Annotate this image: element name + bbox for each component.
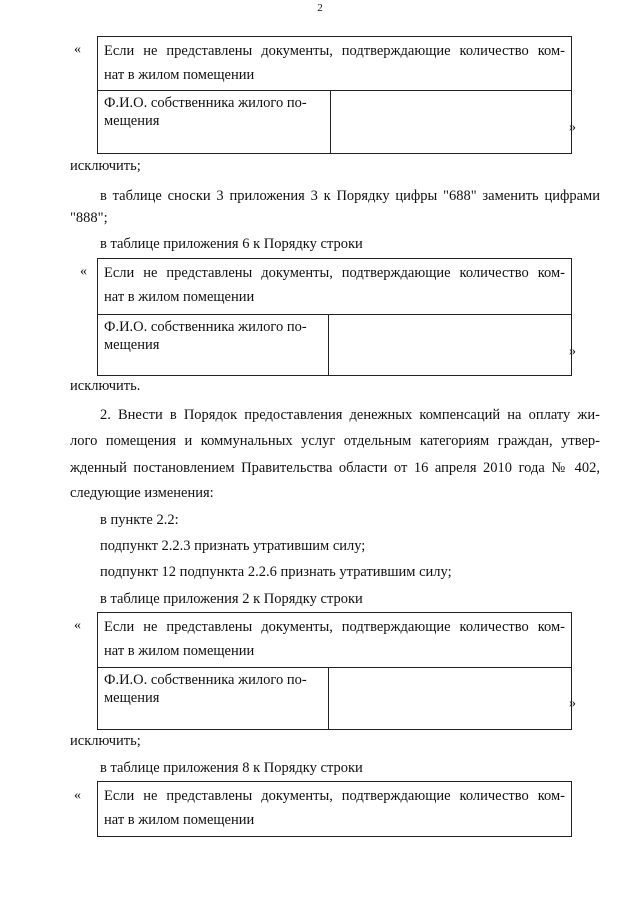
table-cell-text: нат в жилом помещении — [104, 67, 255, 83]
close-quote: » — [569, 344, 576, 359]
table-cell-text: мещения — [104, 337, 160, 353]
table-fragment-1 — [97, 36, 572, 154]
paragraph: жденный постановлением Правительства области от 16 апреля 2010 года № 402, — [70, 460, 600, 476]
paragraph: в пункте 2.2: — [100, 512, 179, 528]
table-row-divider — [98, 90, 571, 91]
open-quote: « — [74, 788, 81, 803]
paragraph: подпункт 12 подпункта 2.2.6 признать утратившим силу; — [100, 564, 452, 580]
close-quote: » — [569, 696, 576, 711]
table-cell-text: Если не представлены документы, подтверждающие количество ком- — [104, 265, 565, 281]
table-column-divider — [330, 90, 331, 153]
table-cell-text: нат в жилом помещении — [104, 289, 255, 305]
paragraph: исключить; — [70, 733, 141, 749]
paragraph: в таблице приложения 2 к Порядку строки — [100, 591, 363, 607]
table-cell-text: мещения — [104, 113, 160, 129]
open-quote: « — [74, 618, 81, 633]
paragraph: в таблице приложения 6 к Порядку строки — [100, 236, 363, 252]
table-cell-text: Ф.И.О. собственника жилого по- — [104, 672, 307, 688]
paragraph: "888"; — [70, 210, 108, 226]
open-quote: « — [74, 42, 81, 57]
table-row-divider — [98, 314, 571, 315]
paragraph: исключить. — [70, 378, 141, 394]
table-cell-text: Ф.И.О. собственника жилого по- — [104, 319, 307, 335]
table-fragment-4 — [97, 781, 572, 837]
paragraph: 2. Внести в Порядок предоставления денежных компенсаций на оплату жи- — [100, 407, 600, 423]
table-column-divider — [328, 314, 329, 375]
paragraph: следующие изменения: — [70, 485, 214, 501]
paragraph: исключить; — [70, 158, 141, 174]
table-cell-text: нат в жилом помещении — [104, 812, 255, 828]
open-quote: « — [80, 264, 87, 279]
table-row-divider — [98, 667, 571, 668]
paragraph: лого помещения и коммунальных услуг отдельным категориям граждан, утвер- — [70, 433, 600, 449]
table-cell-text: Если не представлены документы, подтверждающие количество ком- — [104, 43, 565, 59]
table-cell-text: Если не представлены документы, подтверждающие количество ком- — [104, 788, 565, 804]
table-cell-text: Ф.И.О. собственника жилого по- — [104, 95, 307, 111]
page-number: 2 — [317, 2, 323, 14]
table-fragment-3 — [97, 612, 572, 730]
paragraph: подпункт 2.2.3 признать утратившим силу; — [100, 538, 366, 554]
close-quote: » — [569, 120, 576, 135]
paragraph: в таблице приложения 8 к Порядку строки — [100, 760, 363, 776]
table-cell-text: Если не представлены документы, подтверждающие количество ком- — [104, 619, 565, 635]
table-fragment-2 — [97, 258, 572, 376]
paragraph: в таблице сноски 3 приложения 3 к Порядку цифры "688" заменить цифрами — [100, 188, 600, 204]
table-cell-text: мещения — [104, 690, 160, 706]
table-column-divider — [328, 667, 329, 729]
table-cell-text: нат в жилом помещении — [104, 643, 255, 659]
